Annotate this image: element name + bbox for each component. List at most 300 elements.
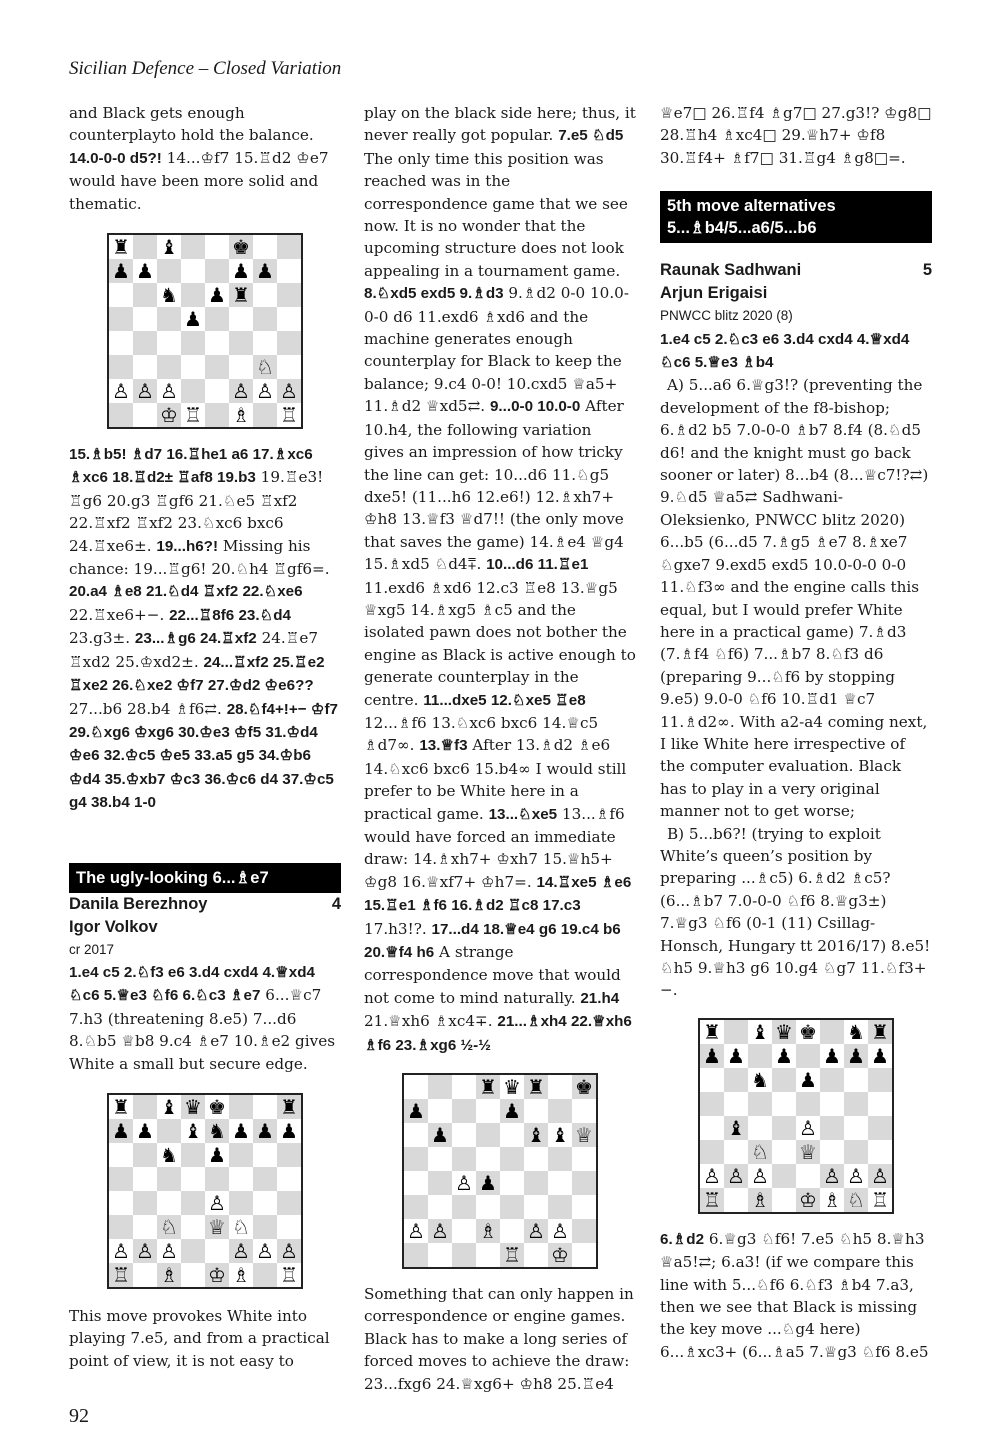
white-rook-icon: ♖	[500, 1243, 524, 1267]
bold-move-text: ♘	[247, 700, 262, 718]
annotation-text: ♕	[863, 466, 878, 485]
bold-move-text: xd4	[883, 330, 910, 348]
annotation-text: ♖	[684, 126, 698, 145]
black-pawn-icon: ♟	[476, 1171, 500, 1195]
bold-move-text: 8.	[364, 285, 377, 303]
annotation-text: ♗	[674, 421, 689, 440]
annotation-text: After 13.	[467, 736, 541, 755]
bold-move-text: xe6	[277, 583, 303, 601]
annotation-text: ♘	[388, 759, 402, 778]
annotation-text: ♗	[866, 533, 881, 552]
board-square	[452, 1219, 476, 1243]
annotation-text: ♗	[772, 1342, 786, 1361]
game-source: PNWCC blitz 2020 (8)	[660, 308, 793, 324]
board-square	[205, 379, 229, 403]
annotation-text: ♗	[559, 487, 574, 506]
annotation-text: ♖	[684, 148, 698, 167]
bold-move-text: ♔	[279, 747, 294, 765]
col1-intro	[69, 102, 341, 215]
bold-move-text: xh4 22.	[540, 1013, 593, 1031]
annotation-text: g3	[736, 1229, 762, 1248]
white-rook-icon: ♖	[700, 1188, 724, 1212]
annotation-text: h7=.	[494, 872, 537, 891]
bold-move-text: 28.	[226, 700, 248, 718]
annotation-text: ♕	[364, 600, 378, 619]
annotation-text: xh7+	[450, 850, 497, 869]
bold-move-text: ♗	[600, 873, 615, 891]
annotation-text: xf2	[106, 514, 136, 533]
annotation-text: h3	[905, 1229, 925, 1248]
board-square	[253, 403, 277, 427]
column-2	[364, 102, 636, 1395]
annotation-text: xc4∓.	[448, 1012, 498, 1031]
annotation-text: xd5	[401, 555, 435, 574]
board-square	[404, 1243, 428, 1267]
annotation-text: g5 dxe5! (11...h6 12.e6!) 12.	[364, 465, 610, 506]
black-knight-icon: ♞	[157, 283, 181, 307]
text: ♔	[296, 148, 310, 167]
annotation-text: ♕	[426, 397, 440, 416]
board-square	[572, 1219, 596, 1243]
annotation-text: d7∞.	[377, 736, 420, 755]
board-square	[700, 1092, 724, 1116]
text: e7 would have been more solid and thematic.	[69, 148, 329, 213]
annotation-text: xf2 22.	[69, 491, 298, 533]
black-pawn-icon: ♟	[844, 1044, 868, 1068]
annotation-text: g4 15.	[364, 532, 624, 574]
black-bishop-icon: ♝	[524, 1123, 548, 1147]
board-square	[133, 307, 157, 331]
board-square	[524, 1099, 548, 1123]
black-pawn-icon: ♟	[724, 1044, 748, 1068]
black-king-icon: ♚	[796, 1020, 820, 1044]
annotation-text: xd6 12.c3	[443, 578, 524, 597]
annotation-text: 23.g3±.	[69, 629, 135, 648]
annotation-text: d1	[819, 690, 844, 709]
white-rook-icon: ♖	[277, 403, 301, 427]
annotation-text: 12...	[364, 713, 398, 732]
annotation-text: xd2 25.	[82, 652, 140, 671]
annotation-text: ♕	[891, 1229, 906, 1248]
board-square	[109, 1143, 133, 1167]
bold-move-text: ♗	[742, 354, 756, 372]
annotation-text: g3!? (preventing the development of the f8-bishop; 6.	[660, 376, 923, 440]
board-square	[500, 1195, 524, 1219]
annotation-text: c5? (6...	[660, 869, 891, 910]
annotation-text: ♗	[838, 1275, 852, 1294]
annotation-text: gf6 21.	[168, 491, 223, 510]
bold-move-text: f6 6.	[164, 987, 196, 1005]
column-1	[69, 102, 341, 1372]
annotation-text: xc6 bxc6 14.	[469, 713, 567, 732]
text: d2	[272, 148, 297, 167]
game-number: 4	[331, 894, 341, 913]
annotation-text: ♕	[590, 532, 605, 551]
bold-move-text: ♔	[228, 677, 243, 695]
board-square	[572, 1243, 596, 1267]
annotation-text: b7 8.	[791, 645, 831, 664]
bold-move-text: e6??	[278, 677, 314, 695]
annotation-text: ♗	[483, 307, 498, 326]
annotation-text: ♘	[434, 555, 449, 574]
bold-move-text: d7 16.	[144, 446, 188, 464]
annotation-text: ♕	[566, 850, 581, 869]
annotation-text: 24.	[256, 629, 286, 648]
annotation-text: ♘	[201, 514, 216, 533]
annotation-text: A) 5...a6 6.	[667, 376, 751, 395]
annotation-text: Missing his chance: 19...	[69, 536, 311, 579]
board-square	[109, 307, 133, 331]
annotation-text: ♗	[196, 1032, 211, 1051]
bold-move-text: xb7	[139, 770, 170, 788]
white-bishop-icon: ♗	[820, 1188, 844, 1212]
annotation-text: h8 25.	[533, 1374, 582, 1393]
annotation-text: ♗	[434, 1012, 449, 1031]
bold-move-text: ♕	[869, 330, 884, 348]
bold-move-text: f7 27.	[190, 677, 229, 695]
board-square	[476, 1099, 500, 1123]
annotation-text: 19.	[255, 468, 285, 487]
white-rook-icon: ♖	[109, 1263, 133, 1287]
board-square	[548, 1171, 572, 1195]
annotation-text: ♗	[795, 421, 809, 440]
white-bishop-icon: ♗	[229, 403, 253, 427]
white-knight-icon: ♘	[157, 1215, 181, 1239]
annotation-text: h3 g6 10.g4	[726, 959, 823, 977]
white-pawn-icon: ♙	[133, 379, 157, 403]
annotation-text: h4	[697, 126, 723, 145]
annotation-text: 6.	[704, 1229, 724, 1248]
board-square	[157, 355, 181, 379]
annotation-text: ♗	[388, 555, 402, 574]
board-square	[500, 1171, 524, 1195]
board-square	[181, 235, 205, 259]
annotation-text: d5 d6! and the knight must go back sooner or later) 8...b4 (8...	[660, 421, 921, 485]
annotation-text: ♕	[750, 376, 765, 395]
annotation-text: e7	[299, 629, 319, 648]
board-square	[724, 1188, 748, 1212]
board-square	[157, 1191, 181, 1215]
bold-move-text: ♖	[69, 677, 83, 695]
annotation-text: ♘	[781, 1320, 796, 1339]
annotation-text: ♕	[584, 578, 599, 597]
annotation-text: g8□=.	[854, 148, 906, 167]
annotation-text: ♗	[777, 645, 792, 664]
bold-move-text: 7.e5	[558, 127, 592, 145]
board-square	[772, 1164, 796, 1188]
bold-move-text: ♔	[310, 700, 325, 718]
annotation-text: g8□ 28.	[660, 104, 932, 145]
bold-move-text: xg6 ½-½	[430, 1036, 491, 1054]
annotation-text: ♖	[93, 536, 107, 555]
annotation-text: ♗	[437, 850, 451, 869]
board-square	[572, 1195, 596, 1219]
annotation-text: b7 7.0-0-0	[703, 891, 787, 910]
board-square	[253, 1143, 277, 1167]
black-queen-icon: ♛	[500, 1075, 524, 1099]
bold-move-text: ♖	[507, 897, 522, 915]
board-square	[724, 1068, 748, 1092]
chess-diagram-3	[402, 1073, 598, 1269]
black-bishop-icon: ♝	[157, 1095, 181, 1119]
annotation-text: ♘	[887, 421, 902, 440]
white-queen-icon: ♕	[796, 1140, 820, 1164]
board-square	[772, 1092, 796, 1116]
text: ♔	[200, 148, 215, 167]
annotation-text: ♗	[777, 533, 791, 552]
bold-move-text: ♗	[416, 1036, 431, 1054]
bold-move-text: ♗	[364, 1036, 378, 1054]
board-square	[524, 1171, 548, 1195]
col3-variation-b	[660, 823, 932, 1002]
bold-move-text: 10...d6 11.	[486, 556, 558, 574]
board-square	[157, 307, 181, 331]
black-knight-icon: ♞	[748, 1068, 772, 1092]
annotation-text: ♗	[595, 804, 610, 823]
annotation-text: e7□ 26.	[673, 104, 736, 122]
annotation-text: ♗	[690, 891, 704, 910]
board-square	[157, 1119, 181, 1143]
white-knight-icon: ♘	[229, 1215, 253, 1239]
black-pawn-icon: ♟	[205, 283, 229, 307]
annotation-text: f6 8.e5	[875, 1342, 929, 1361]
bold-move-text: ♘	[167, 583, 181, 601]
annotation-text: c7 7.h3 (threatening 8.e5) 7...d6 8.	[69, 986, 322, 1051]
annotation-text: ♕	[388, 1012, 402, 1031]
annotation-text: xg6+	[474, 1374, 520, 1393]
black-pawn-icon: ♟	[277, 1119, 301, 1143]
bold-move-text: f7 29.	[69, 700, 338, 741]
bold-move-text: xg6 30.	[147, 723, 200, 741]
bold-move-text: e1	[398, 897, 420, 915]
bold-move-text: 14.	[536, 873, 558, 891]
annotation-text: ♕	[289, 986, 304, 1005]
bold-move-text: ♔	[125, 770, 140, 788]
col3-moves-text	[660, 1228, 932, 1363]
board-square	[133, 1167, 157, 1191]
bold-move-text: 24...	[203, 653, 234, 671]
annotation-text: e6 14.	[364, 736, 611, 778]
white-rook-icon: ♖	[868, 1188, 892, 1212]
bold-move-text: ♔	[225, 770, 240, 788]
annotation-text: ♗	[812, 869, 827, 888]
black-king-icon: ♚	[205, 1095, 229, 1119]
annotation-text: ♖	[802, 148, 817, 167]
bold-move-text: c5 g4 38.b4 1-0	[69, 770, 334, 812]
board-square	[133, 403, 157, 427]
annotation-text: ♗	[730, 148, 745, 167]
board-square	[181, 379, 205, 403]
white-pawn-icon: ♙	[229, 379, 253, 403]
annotation-text: a5!⇄; 6.a3! (if we compare this line with 5...	[660, 1253, 914, 1294]
col2-closing-text	[364, 1283, 636, 1395]
annotation-text: play on the black side here; thus, it never really got popular.	[364, 104, 636, 145]
board-square	[868, 1068, 892, 1092]
annotation-text: f6 6.	[769, 1275, 805, 1294]
bold-move-text: ♘	[727, 330, 742, 348]
annotation-text: h8 13.	[377, 510, 427, 529]
bold-move-text: e8 21.	[124, 583, 168, 601]
annotation-text: f6⇄.	[189, 699, 227, 718]
board-square	[428, 1195, 452, 1219]
board-square	[796, 1164, 820, 1188]
board-square	[404, 1195, 428, 1219]
annotation-text: ♕	[723, 1229, 737, 1248]
section-heading: The ugly-looking 6...♗e7	[69, 863, 341, 893]
annotation-text: ♖	[735, 104, 750, 122]
bold-move-text: e8	[568, 691, 586, 709]
annotation-text: ♖	[284, 468, 299, 487]
annotation-text: ♕	[426, 510, 440, 529]
board-square	[205, 355, 229, 379]
bold-move-text: b4	[755, 354, 774, 372]
white-pawn-icon: ♙	[844, 1164, 868, 1188]
annotation-text: 17.h3!?.	[364, 919, 432, 938]
annotation-text: ♖	[805, 690, 820, 709]
bold-move-text: 8f6 23.	[212, 606, 260, 624]
annotation-text: f3	[439, 510, 460, 529]
annotation-text: ♖	[93, 514, 107, 533]
black-pawn-icon: ♟	[109, 259, 133, 283]
board-square	[428, 1171, 452, 1195]
annotation-text: g4 here) 6...	[660, 1320, 861, 1361]
board-square	[229, 1143, 253, 1167]
bold-move-text: ♖	[221, 630, 235, 648]
white-pawn-icon: ♙	[109, 379, 133, 403]
annotation-text: ♘	[222, 491, 237, 510]
annotation-text: xg5	[448, 600, 481, 619]
white-pawn-icon: ♙	[157, 1239, 181, 1263]
annotation-text: ♗	[522, 284, 537, 303]
annotation-text: 9.	[503, 284, 523, 303]
board-square	[548, 1075, 572, 1099]
board-square	[404, 1147, 428, 1171]
bold-move-text: e4 g6 19.c4 b6 20.	[364, 920, 621, 962]
annotation-text: The only time this position was reached was in the correspondence game that we see now. It is no wonder that the upcoming structure does not look appealing in a tournament game.	[364, 149, 628, 280]
board-square	[524, 1195, 548, 1219]
bold-move-text: ♖	[202, 583, 217, 601]
annotation-text: g6! 20.	[181, 560, 236, 579]
annotation-text: ♗	[397, 713, 412, 732]
bold-move-text: c8 17.c3	[521, 897, 581, 915]
bold-move-text: ♖	[557, 556, 572, 574]
annotation-text: ♗	[755, 869, 770, 888]
black-pawn-icon: ♟	[253, 259, 277, 283]
board-square	[476, 1195, 500, 1219]
bold-move-text: ♘	[151, 987, 165, 1005]
annotation-text: xe6±.	[106, 536, 157, 555]
page-number: 92	[69, 1405, 89, 1427]
annotation-text: a5+ 11.	[364, 374, 618, 416]
bold-move-text: 20.a4	[69, 583, 112, 601]
bold-move-text: f4+!+−	[261, 700, 311, 718]
annotation-text: 22.	[69, 605, 94, 624]
bold-move-text: ♘	[259, 606, 274, 624]
annotation-text: f6) 7...	[727, 645, 778, 664]
board-square	[253, 331, 277, 355]
annotation-text: ♗	[577, 736, 592, 755]
annotation-text: ♘	[839, 1229, 853, 1248]
bold-move-text: ♗	[472, 285, 486, 303]
annotation-text: ♕	[823, 1342, 838, 1361]
board-square	[572, 1147, 596, 1171]
board-square	[548, 1147, 572, 1171]
board-square	[181, 1191, 205, 1215]
bold-move-text: ♕	[385, 944, 399, 962]
bold-move-text: xe2	[146, 677, 177, 695]
board-square	[277, 235, 301, 259]
board-square	[476, 1147, 500, 1171]
white-rook-icon: ♖	[277, 1263, 301, 1287]
annotation-text: xe6+−.	[106, 605, 170, 624]
chess-diagram-1	[107, 233, 303, 429]
bold-move-text: xh6	[605, 1013, 632, 1031]
annotation-text: f4	[694, 645, 715, 664]
annotation-text: ♘	[786, 891, 801, 910]
black-pawn-icon: ♟	[428, 1123, 452, 1147]
annotation-text: d2 b5 7.0-0-0	[688, 421, 796, 440]
board-square	[724, 1092, 748, 1116]
annotation-text: e5	[236, 491, 260, 510]
annotation-text: ♗	[364, 736, 378, 755]
annotation-text: ♖	[273, 560, 288, 579]
white-king-icon: ♔	[548, 1243, 572, 1267]
bold-move-text: ♘	[263, 583, 278, 601]
board-square	[133, 1095, 157, 1119]
board-square	[277, 1191, 301, 1215]
bold-move-text: ♖	[187, 446, 202, 464]
board-square	[109, 403, 133, 427]
bold-move-text: e5 33.a5 g5 34.	[173, 747, 280, 765]
board-square	[109, 331, 133, 355]
annotation-text: g3	[837, 1342, 862, 1361]
board-square	[277, 307, 301, 331]
bold-move-text: e2	[307, 653, 325, 671]
annotation-text: ♗	[480, 600, 495, 619]
annotation-text: c5) 6.	[769, 869, 813, 888]
section-title-line-1: 5th move alternatives	[667, 197, 836, 216]
board-square	[181, 331, 205, 355]
bold-move-text: ♘	[518, 805, 532, 823]
annotation-text: ♔	[364, 872, 378, 891]
board-square	[844, 1116, 868, 1140]
board-square	[133, 1263, 157, 1287]
white-queen-icon: ♕	[572, 1123, 596, 1147]
annotation-text: ♔	[519, 1374, 534, 1393]
white-pawn-icon: ♙	[748, 1164, 772, 1188]
annotation-text: ♗	[680, 645, 695, 664]
annotation-text: e4	[595, 1374, 614, 1393]
annotation-text: ♘	[576, 465, 590, 484]
annotation-text: ♘	[861, 1342, 876, 1361]
bold-move-text: xd5 exd5 9.	[390, 285, 473, 303]
board-square	[229, 1167, 253, 1191]
board-square	[133, 331, 157, 355]
black-pawn-icon: ♟	[229, 1119, 253, 1143]
bold-move-text: ♘	[660, 354, 674, 372]
board-square	[181, 1143, 205, 1167]
annotation-text: gxe7 9.exd5 exd5 10.0-0-0 0-0 11.	[660, 555, 907, 597]
board-square	[205, 1167, 229, 1191]
board-square	[205, 1239, 229, 1263]
annotation-text: a5 7.	[785, 1342, 824, 1361]
annotation-text: ♕	[660, 1253, 674, 1272]
bold-move-text: ♖	[233, 653, 247, 671]
board-square	[820, 1068, 844, 1092]
board-square	[868, 1116, 892, 1140]
board-square	[748, 1044, 772, 1068]
board-square	[476, 1243, 500, 1267]
